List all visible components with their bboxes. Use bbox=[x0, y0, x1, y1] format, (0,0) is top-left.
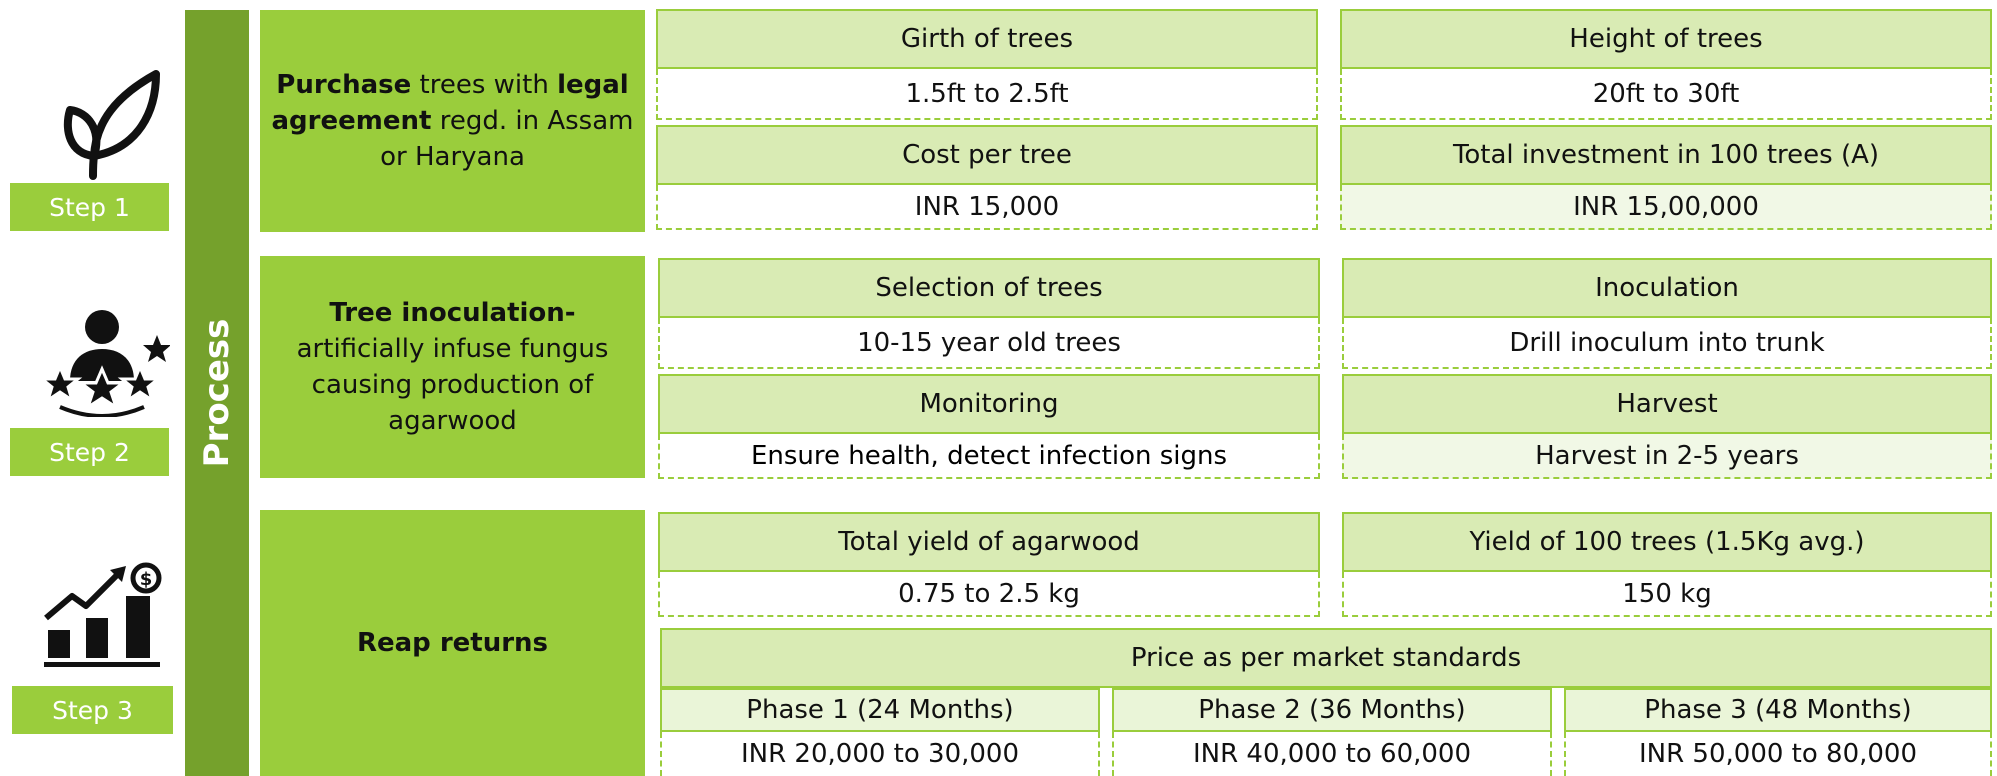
step-2-description bbox=[260, 256, 645, 478]
phase-2-value: INR 40,000 to 60,000 bbox=[1112, 732, 1552, 776]
step-1-label: Step 1 bbox=[10, 183, 169, 231]
sprout-icon bbox=[60, 68, 170, 180]
selection-header: Selection of trees bbox=[658, 258, 1320, 318]
selection-value: 10-15 year old trees bbox=[658, 318, 1320, 369]
step-1-desc-bold-1: Purchase bbox=[276, 70, 412, 100]
girth-value: 1.5ft to 2.5ft bbox=[656, 69, 1318, 120]
step-3-label: Step 3 bbox=[12, 686, 173, 734]
yield-100-value: 150 kg bbox=[1342, 572, 1992, 617]
inoculation-header: Inoculation bbox=[1342, 258, 1992, 318]
step-3-desc-bold-1: Reap returns bbox=[356, 628, 549, 658]
investment-value: INR 15,00,000 bbox=[1340, 185, 1992, 230]
monitoring-header: Monitoring bbox=[658, 374, 1320, 434]
step-2-desc-text-1: artificially infuse fungus causing production of agarwood bbox=[296, 334, 609, 436]
total-yield-header: Total yield of agarwood bbox=[658, 512, 1320, 572]
step-1-description bbox=[260, 10, 645, 232]
inoculation-value: Drill inoculum into trunk bbox=[1342, 318, 1992, 369]
yield-100-header: Yield of 100 trees (1.5Kg avg.) bbox=[1342, 512, 1992, 572]
monitoring-value: Ensure health, detect infection signs bbox=[658, 434, 1320, 479]
height-value: 20ft to 30ft bbox=[1340, 69, 1992, 120]
step-1-desc-text-1: trees with bbox=[411, 70, 558, 100]
step-2-desc-bold-1: Tree inoculation- bbox=[329, 298, 576, 328]
cost-value: INR 15,000 bbox=[656, 185, 1318, 230]
investment-header: Total investment in 100 trees (A) bbox=[1340, 125, 1992, 185]
cost-header: Cost per tree bbox=[656, 125, 1318, 185]
harvest-value: Harvest in 2-5 years bbox=[1342, 434, 1992, 479]
person-stars-icon bbox=[40, 307, 170, 417]
phase-1-value: INR 20,000 to 30,000 bbox=[660, 732, 1100, 776]
step-3-description bbox=[260, 510, 645, 776]
phase-1-header: Phase 1 (24 Months) bbox=[660, 688, 1100, 732]
step-1-desc-text-2: regd. in Assam or Haryana bbox=[380, 106, 634, 172]
phase-2-header: Phase 2 (36 Months) bbox=[1112, 688, 1552, 732]
step-1-desc-bold-2: legal agreement bbox=[271, 70, 629, 136]
harvest-header: Harvest bbox=[1342, 374, 1992, 434]
growth-chart-icon bbox=[42, 560, 166, 668]
step-2-label: Step 2 bbox=[10, 428, 169, 476]
girth-header: Girth of trees bbox=[656, 9, 1318, 69]
total-yield-value: 0.75 to 2.5 kg bbox=[658, 572, 1320, 617]
price-header: Price as per market standards bbox=[660, 628, 1992, 688]
process-label: Process bbox=[197, 318, 237, 468]
height-header: Height of trees bbox=[1340, 9, 1992, 69]
phase-3-header: Phase 3 (48 Months) bbox=[1564, 688, 1992, 732]
phase-3-value: INR 50,000 to 80,000 bbox=[1564, 732, 1992, 776]
svg-text:$: $ bbox=[139, 569, 153, 590]
